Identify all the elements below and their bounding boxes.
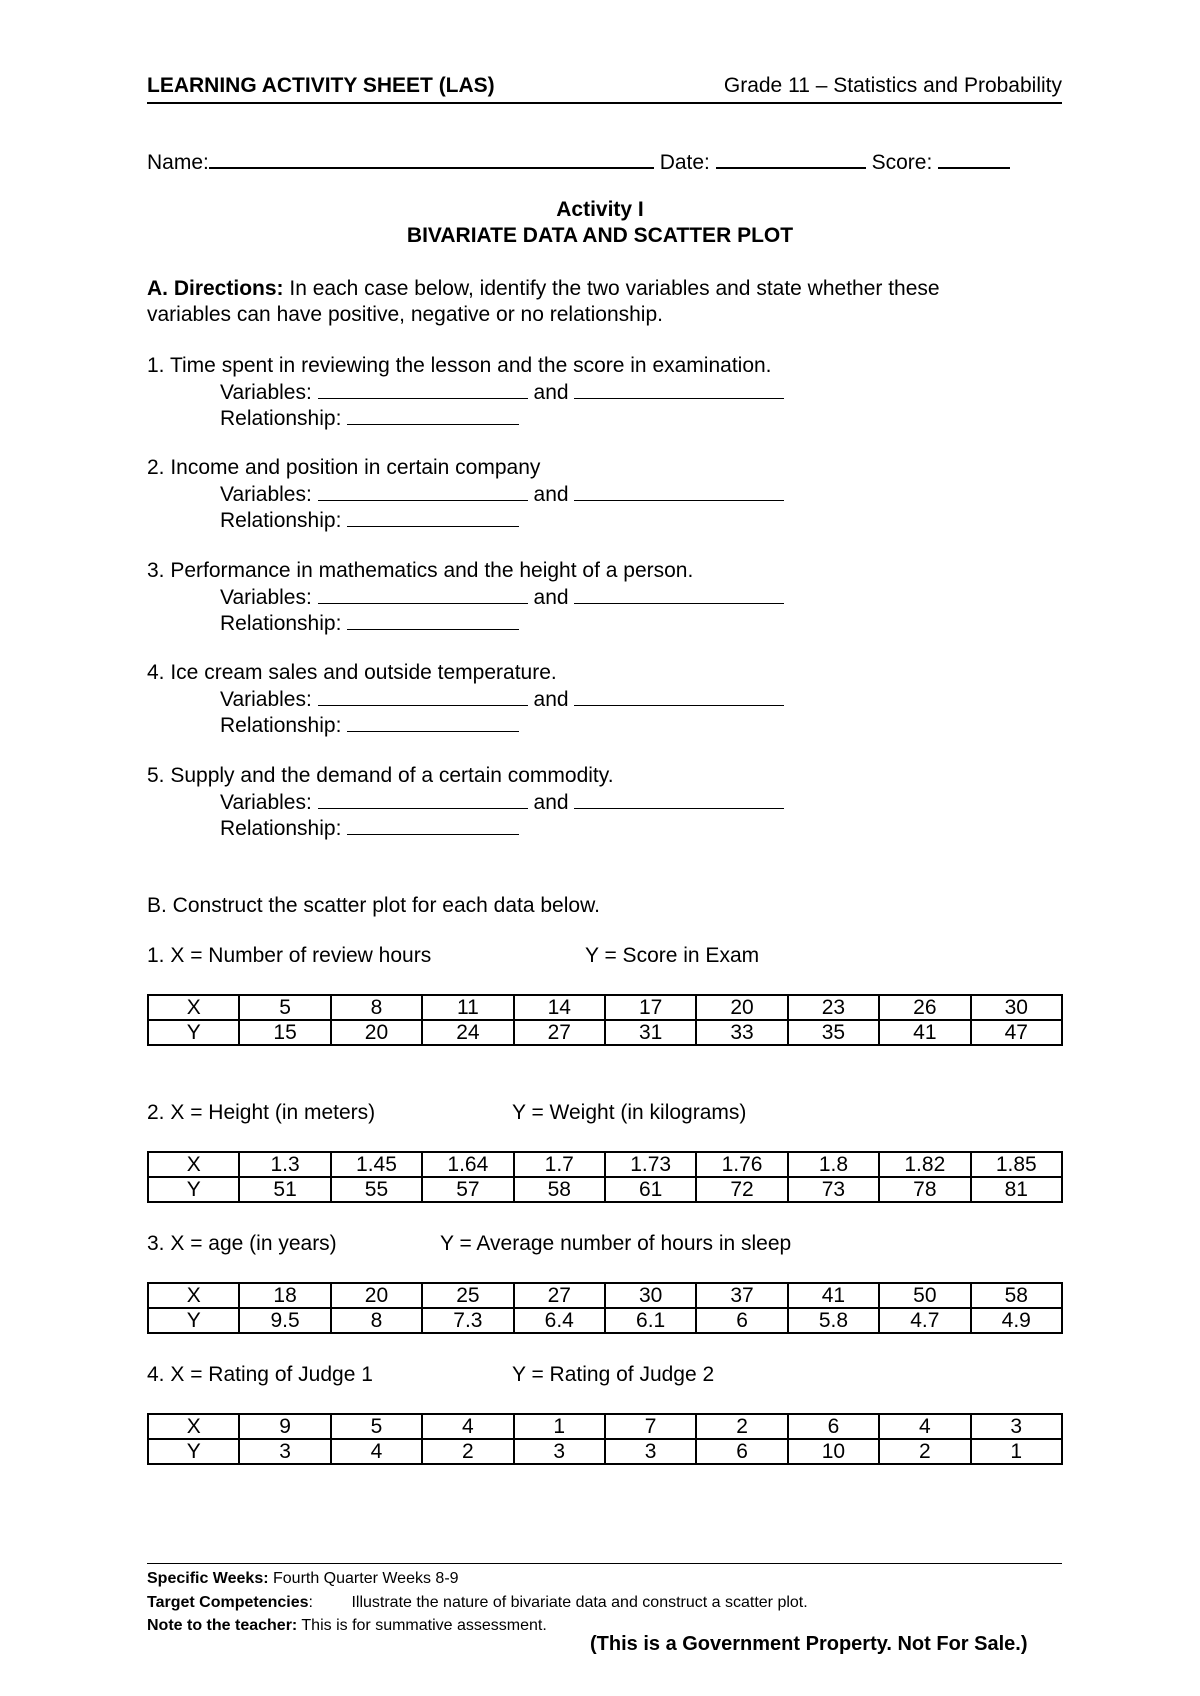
competencies-label: Target Competencies: [147, 1594, 309, 1611]
table-cell: 1.7: [514, 1152, 605, 1177]
table-row: [148, 1308, 1062, 1333]
table-cell: 18: [239, 1283, 330, 1308]
table-cell: 11: [422, 995, 513, 1020]
table-cell: 1.73: [605, 1152, 696, 1177]
and-label: and: [533, 688, 569, 711]
variable-2-field[interactable]: [574, 480, 784, 501]
table-cell: 1.85: [971, 1152, 1062, 1177]
table-cell: 6: [788, 1414, 879, 1439]
dataset-3-x-label: 3. X = age (in years): [147, 1232, 337, 1255]
table-cell: 6.1: [605, 1308, 696, 1333]
relationship-field[interactable]: [347, 404, 519, 425]
dataset-1-x-label: 1. X = Number of review hours: [147, 944, 432, 967]
table-cell: 58: [514, 1177, 605, 1202]
variables-line-5: [220, 788, 784, 816]
info-line: [147, 147, 1010, 176]
question-2: 2. Income and position in certain company: [147, 456, 541, 479]
table-cell: 9: [239, 1414, 330, 1439]
table-cell: 20: [331, 1283, 422, 1308]
relationship-line-2: [220, 506, 519, 534]
table-cell: 1: [514, 1414, 605, 1439]
and-label: and: [533, 483, 569, 506]
table-cell: 57: [422, 1177, 513, 1202]
table-cell: 1.64: [422, 1152, 513, 1177]
variables-label: Variables:: [220, 483, 312, 506]
table-cell: 1.3: [239, 1152, 330, 1177]
table-cell: 25: [422, 1283, 513, 1308]
and-label: and: [533, 381, 569, 404]
note-label: Note to the teacher:: [147, 1617, 298, 1634]
table-cell: 10: [788, 1439, 879, 1464]
table-cell: 4.7: [879, 1308, 970, 1333]
row-label: X: [148, 995, 239, 1020]
row-label: Y: [148, 1020, 239, 1045]
dataset-3-table: [147, 1282, 1063, 1334]
table-cell: 8: [331, 1308, 422, 1333]
table-cell: 5: [331, 1414, 422, 1439]
variable-1-field[interactable]: [318, 480, 528, 501]
question-1: 1. Time spent in reviewing the lesson and the score in examination.: [147, 354, 772, 377]
table-cell: 1.76: [696, 1152, 787, 1177]
score-field[interactable]: [938, 147, 1010, 169]
relationship-field[interactable]: [347, 814, 519, 835]
table-cell: 72: [696, 1177, 787, 1202]
table-cell: 1.8: [788, 1152, 879, 1177]
table-cell: 58: [971, 1283, 1062, 1308]
table-cell: 73: [788, 1177, 879, 1202]
table-cell: 4.9: [971, 1308, 1062, 1333]
row-label: Y: [148, 1177, 239, 1202]
table-cell: 20: [696, 995, 787, 1020]
date-field[interactable]: [716, 147, 866, 169]
table-cell: 41: [879, 1020, 970, 1045]
table-cell: 41: [788, 1283, 879, 1308]
table-row: [148, 1152, 1062, 1177]
table-cell: 15: [239, 1020, 330, 1045]
table-cell: 61: [605, 1177, 696, 1202]
activity-title: Activity I: [556, 198, 644, 221]
weeks-value: Fourth Quarter Weeks 8-9: [268, 1570, 459, 1587]
table-cell: 35: [788, 1020, 879, 1045]
relationship-label: Relationship:: [220, 817, 342, 840]
competencies-value: Illustrate the nature of bivariate data and construct a scatter plot.: [351, 1594, 808, 1611]
directions-text-2: variables can have positive, negative or no relationship.: [147, 303, 663, 326]
score-label: Score:: [871, 151, 933, 174]
table-cell: 47: [971, 1020, 1062, 1045]
variable-1-field[interactable]: [318, 378, 528, 399]
row-label: X: [148, 1283, 239, 1308]
table-cell: 8: [331, 995, 422, 1020]
directions-text: In each case below, identify the two variables and state whether these: [283, 277, 940, 300]
footer-weeks: [147, 1567, 459, 1590]
relationship-field[interactable]: [347, 506, 519, 527]
footer-note: [147, 1614, 547, 1637]
question-5: 5. Supply and the demand of a certain commodity.: [147, 764, 614, 787]
table-row: [148, 1020, 1062, 1045]
sheet-title: LEARNING ACTIVITY SHEET (LAS): [147, 74, 495, 97]
table-cell: 23: [788, 995, 879, 1020]
variables-label: Variables:: [220, 381, 312, 404]
variables-label: Variables:: [220, 688, 312, 711]
table-cell: 7: [605, 1414, 696, 1439]
table-cell: 1: [971, 1439, 1062, 1464]
subject-label: Grade 11 – Statistics and Probability: [723, 74, 1062, 97]
table-cell: 4: [879, 1414, 970, 1439]
table-cell: 27: [514, 1283, 605, 1308]
relationship-label: Relationship:: [220, 407, 342, 430]
footer-competencies: Target Competencies: Illustrate the nature of bivariate data and construct a scatter plot.: [147, 1594, 808, 1611]
variables-label: Variables:: [220, 586, 312, 609]
date-label: Date:: [659, 151, 710, 174]
table-row: [148, 1283, 1062, 1308]
row-label: Y: [148, 1308, 239, 1333]
weeks-label: Specific Weeks:: [147, 1570, 269, 1587]
table-cell: 9.5: [239, 1308, 330, 1333]
variables-line-1: [220, 378, 784, 406]
table-row: [148, 1439, 1062, 1464]
variable-2-field[interactable]: [574, 788, 784, 809]
table-cell: 30: [971, 995, 1062, 1020]
table-cell: 2: [696, 1414, 787, 1439]
table-cell: 78: [879, 1177, 970, 1202]
directions: [147, 276, 940, 302]
table-cell: 6.4: [514, 1308, 605, 1333]
relationship-line-1: [220, 404, 519, 432]
table-cell: 6: [696, 1439, 787, 1464]
and-label: and: [533, 791, 569, 814]
name-label: Name:: [147, 151, 209, 174]
variables-line-3: [220, 583, 784, 611]
table-cell: 1.45: [331, 1152, 422, 1177]
and-label: and: [533, 586, 569, 609]
relationship-line-5: [220, 814, 519, 842]
variables-line-2: [220, 480, 784, 508]
table-cell: 3: [514, 1439, 605, 1464]
table-cell: 2: [422, 1439, 513, 1464]
footer-rule: [147, 1563, 1062, 1564]
variable-2-field[interactable]: [574, 583, 784, 604]
dataset-2-x-label: 2. X = Height (in meters): [147, 1101, 376, 1124]
table-cell: 3: [605, 1439, 696, 1464]
table-cell: 55: [331, 1177, 422, 1202]
table-cell: 31: [605, 1020, 696, 1045]
row-label: X: [148, 1414, 239, 1439]
directions-label: A. Directions:: [147, 277, 284, 300]
table-cell: 14: [514, 995, 605, 1020]
government-property: (This is a Government Property. Not For Sale.): [590, 1633, 1028, 1655]
table-cell: 3: [971, 1414, 1062, 1439]
relationship-field[interactable]: [347, 711, 519, 732]
dataset-2-table: [147, 1151, 1063, 1203]
table-cell: 26: [879, 995, 970, 1020]
table-cell: 51: [239, 1177, 330, 1202]
table-cell: 7.3: [422, 1308, 513, 1333]
dataset-4-table: [147, 1413, 1063, 1465]
table-cell: 37: [696, 1283, 787, 1308]
dataset-3-y-label: Y = Average number of hours in sleep: [440, 1232, 792, 1255]
page-header: [147, 72, 1062, 104]
table-cell: 5.8: [788, 1308, 879, 1333]
table-cell: 2: [879, 1439, 970, 1464]
table-cell: 1.82: [879, 1152, 970, 1177]
row-label: X: [148, 1152, 239, 1177]
table-cell: 4: [422, 1414, 513, 1439]
table-cell: 27: [514, 1020, 605, 1045]
question-3: 3. Performance in mathematics and the height of a person.: [147, 559, 694, 582]
variable-2-field[interactable]: [574, 378, 784, 399]
variable-1-field[interactable]: [318, 685, 528, 706]
table-cell: 5: [239, 995, 330, 1020]
table-cell: 33: [696, 1020, 787, 1045]
table-cell: 24: [422, 1020, 513, 1045]
dataset-2-y-label: Y = Weight (in kilograms): [512, 1101, 747, 1124]
variable-2-field[interactable]: [574, 685, 784, 706]
relationship-line-3: [220, 609, 519, 637]
row-label: Y: [148, 1439, 239, 1464]
table-cell: 17: [605, 995, 696, 1020]
dataset-4-x-label: 4. X = Rating of Judge 1: [147, 1363, 373, 1386]
table-cell: 50: [879, 1283, 970, 1308]
dataset-4-y-label: Y = Rating of Judge 2: [512, 1363, 715, 1386]
part-b-title: B. Construct the scatter plot for each data below.: [147, 894, 600, 917]
table-cell: 20: [331, 1020, 422, 1045]
relationship-label: Relationship:: [220, 612, 342, 635]
variables-label: Variables:: [220, 791, 312, 814]
activity-subtitle: BIVARIATE DATA AND SCATTER PLOT: [406, 224, 794, 247]
variables-line-4: [220, 685, 784, 713]
note-value: This is for summative assessment.: [297, 1617, 547, 1634]
table-row: [148, 1177, 1062, 1202]
question-4: 4. Ice cream sales and outside temperature.: [147, 661, 557, 684]
table-cell: 81: [971, 1177, 1062, 1202]
name-field[interactable]: [209, 147, 654, 169]
table-row: [148, 995, 1062, 1020]
relationship-label: Relationship:: [220, 714, 342, 737]
variable-1-field[interactable]: [318, 583, 528, 604]
variable-1-field[interactable]: [318, 788, 528, 809]
relationship-field[interactable]: [347, 609, 519, 630]
relationship-label: Relationship:: [220, 509, 342, 532]
relationship-line-4: [220, 711, 519, 739]
table-cell: 3: [239, 1439, 330, 1464]
table-cell: 4: [331, 1439, 422, 1464]
dataset-1-y-label: Y = Score in Exam: [585, 944, 760, 967]
table-cell: 6: [696, 1308, 787, 1333]
dataset-1-table: [147, 994, 1063, 1046]
table-cell: 30: [605, 1283, 696, 1308]
table-row: [148, 1414, 1062, 1439]
